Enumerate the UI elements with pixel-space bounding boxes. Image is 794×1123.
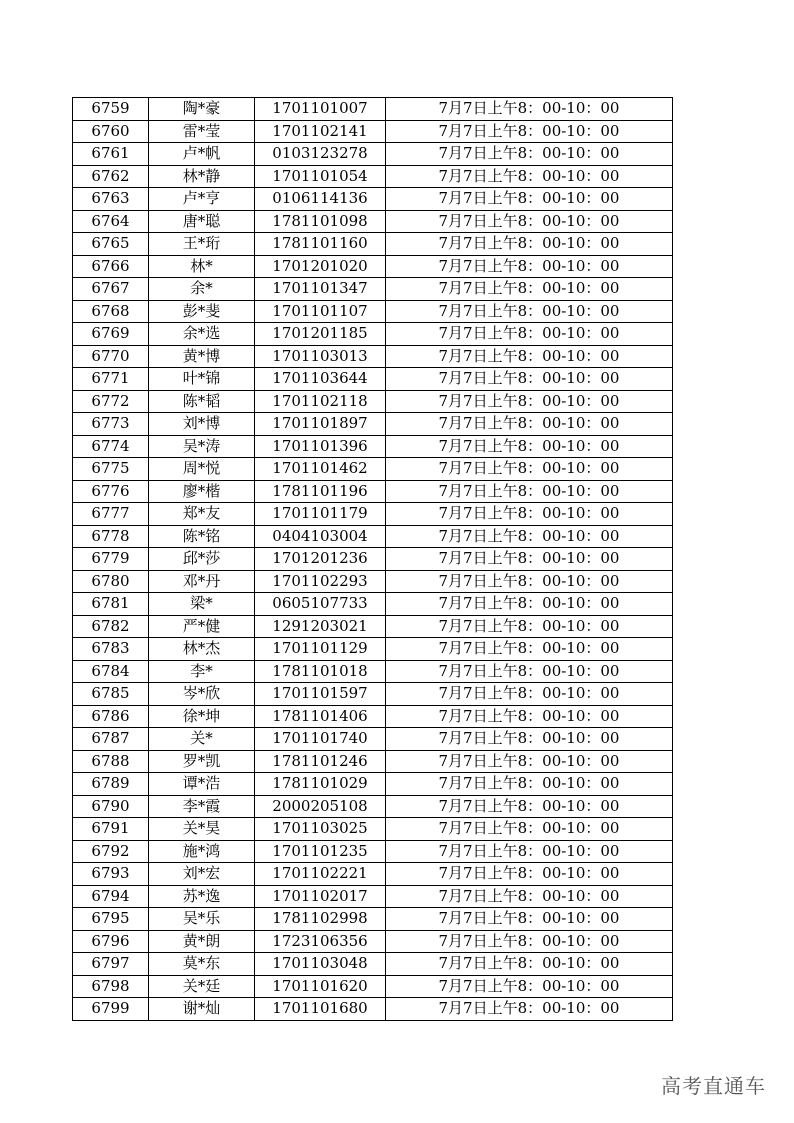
row-time: 7月7日上午8：00-10：00 bbox=[386, 210, 673, 233]
table-row bbox=[73, 705, 673, 728]
row-name: 严*健 bbox=[149, 615, 255, 638]
row-name: 梁* bbox=[149, 593, 255, 616]
row-id: 1701102118 bbox=[255, 390, 386, 413]
row-id: 0605107733 bbox=[255, 593, 386, 616]
table-row bbox=[73, 323, 673, 346]
table-row bbox=[73, 143, 673, 166]
table-row bbox=[73, 368, 673, 391]
row-name: 吴*涛 bbox=[149, 435, 255, 458]
row-time: 7月7日上午8：00-10：00 bbox=[386, 908, 673, 931]
row-number: 6769 bbox=[73, 323, 149, 346]
table-row bbox=[73, 953, 673, 976]
row-number: 6790 bbox=[73, 795, 149, 818]
row-id: 1701101007 bbox=[255, 98, 386, 121]
row-id: 1701102293 bbox=[255, 570, 386, 593]
row-time: 7月7日上午8：00-10：00 bbox=[386, 638, 673, 661]
row-id: 1701101179 bbox=[255, 503, 386, 526]
row-id: 1781101160 bbox=[255, 233, 386, 256]
row-name: 关*廷 bbox=[149, 975, 255, 998]
row-id: 0103123278 bbox=[255, 143, 386, 166]
row-time: 7月7日上午8：00-10：00 bbox=[386, 660, 673, 683]
row-id: 1701102221 bbox=[255, 863, 386, 886]
row-name: 刘*博 bbox=[149, 413, 255, 436]
row-id: 1781102998 bbox=[255, 908, 386, 931]
row-number: 6771 bbox=[73, 368, 149, 391]
row-number: 6765 bbox=[73, 233, 149, 256]
table-row bbox=[73, 233, 673, 256]
table-row bbox=[73, 570, 673, 593]
row-number: 6798 bbox=[73, 975, 149, 998]
row-name: 关*昊 bbox=[149, 818, 255, 841]
row-id: 1723106356 bbox=[255, 930, 386, 953]
row-name: 黄*博 bbox=[149, 345, 255, 368]
row-number: 6791 bbox=[73, 818, 149, 841]
row-number: 6794 bbox=[73, 885, 149, 908]
row-id: 1701103025 bbox=[255, 818, 386, 841]
row-id: 1701101620 bbox=[255, 975, 386, 998]
table-row bbox=[73, 795, 673, 818]
row-number: 6792 bbox=[73, 840, 149, 863]
row-name: 余* bbox=[149, 278, 255, 301]
row-time: 7月7日上午8：00-10：00 bbox=[386, 188, 673, 211]
row-number: 6773 bbox=[73, 413, 149, 436]
row-number: 6774 bbox=[73, 435, 149, 458]
table-row bbox=[73, 683, 673, 706]
row-id: 1701101897 bbox=[255, 413, 386, 436]
roster-body bbox=[73, 98, 673, 1021]
table-row bbox=[73, 98, 673, 121]
row-time: 7月7日上午8：00-10：00 bbox=[386, 323, 673, 346]
table-row bbox=[73, 975, 673, 998]
row-name: 谭*浩 bbox=[149, 773, 255, 796]
row-time: 7月7日上午8：00-10：00 bbox=[386, 885, 673, 908]
row-time: 7月7日上午8：00-10：00 bbox=[386, 953, 673, 976]
row-name: 施*鸿 bbox=[149, 840, 255, 863]
table-row bbox=[73, 548, 673, 571]
row-name: 李* bbox=[149, 660, 255, 683]
table-row bbox=[73, 908, 673, 931]
row-name: 李*霞 bbox=[149, 795, 255, 818]
row-name: 刘*宏 bbox=[149, 863, 255, 886]
row-number: 6787 bbox=[73, 728, 149, 751]
row-time: 7月7日上午8：00-10：00 bbox=[386, 278, 673, 301]
row-number: 6779 bbox=[73, 548, 149, 571]
row-time: 7月7日上午8：00-10：00 bbox=[386, 233, 673, 256]
row-time: 7月7日上午8：00-10：00 bbox=[386, 998, 673, 1021]
row-id: 1701101680 bbox=[255, 998, 386, 1021]
row-number: 6772 bbox=[73, 390, 149, 413]
row-number: 6793 bbox=[73, 863, 149, 886]
row-id: 1291203021 bbox=[255, 615, 386, 638]
row-number: 6782 bbox=[73, 615, 149, 638]
table-row bbox=[73, 300, 673, 323]
row-time: 7月7日上午8：00-10：00 bbox=[386, 615, 673, 638]
row-time: 7月7日上午8：00-10：00 bbox=[386, 143, 673, 166]
row-id: 0106114136 bbox=[255, 188, 386, 211]
table-row bbox=[73, 458, 673, 481]
row-id: 1701102017 bbox=[255, 885, 386, 908]
row-time: 7月7日上午8：00-10：00 bbox=[386, 413, 673, 436]
table-row bbox=[73, 480, 673, 503]
table-row bbox=[73, 210, 673, 233]
row-time: 7月7日上午8：00-10：00 bbox=[386, 773, 673, 796]
row-id: 1781101018 bbox=[255, 660, 386, 683]
row-number: 6783 bbox=[73, 638, 149, 661]
table-row bbox=[73, 165, 673, 188]
row-name: 卢*亨 bbox=[149, 188, 255, 211]
row-number: 6763 bbox=[73, 188, 149, 211]
row-time: 7月7日上午8：00-10：00 bbox=[386, 458, 673, 481]
row-number: 6789 bbox=[73, 773, 149, 796]
row-time: 7月7日上午8：00-10：00 bbox=[386, 930, 673, 953]
table-row bbox=[73, 818, 673, 841]
table-row bbox=[73, 885, 673, 908]
row-time: 7月7日上午8：00-10：00 bbox=[386, 480, 673, 503]
row-time: 7月7日上午8：00-10：00 bbox=[386, 728, 673, 751]
table-row bbox=[73, 525, 673, 548]
row-time: 7月7日上午8：00-10：00 bbox=[386, 390, 673, 413]
table-row bbox=[73, 840, 673, 863]
row-time: 7月7日上午8：00-10：00 bbox=[386, 593, 673, 616]
row-id: 1701101129 bbox=[255, 638, 386, 661]
row-number: 6762 bbox=[73, 165, 149, 188]
table-row bbox=[73, 188, 673, 211]
row-id: 1781101406 bbox=[255, 705, 386, 728]
row-number: 6785 bbox=[73, 683, 149, 706]
row-name: 叶*锦 bbox=[149, 368, 255, 391]
row-number: 6764 bbox=[73, 210, 149, 233]
row-number: 6777 bbox=[73, 503, 149, 526]
row-number: 6770 bbox=[73, 345, 149, 368]
row-id: 1701101740 bbox=[255, 728, 386, 751]
row-name: 陶*豪 bbox=[149, 98, 255, 121]
row-time: 7月7日上午8：00-10：00 bbox=[386, 795, 673, 818]
row-name: 关* bbox=[149, 728, 255, 751]
row-time: 7月7日上午8：00-10：00 bbox=[386, 98, 673, 121]
row-id: 1701101235 bbox=[255, 840, 386, 863]
row-id: 1701201236 bbox=[255, 548, 386, 571]
row-name: 林*静 bbox=[149, 165, 255, 188]
row-time: 7月7日上午8：00-10：00 bbox=[386, 435, 673, 458]
row-name: 邱*莎 bbox=[149, 548, 255, 571]
row-number: 6759 bbox=[73, 98, 149, 121]
row-time: 7月7日上午8：00-10：00 bbox=[386, 975, 673, 998]
row-name: 林* bbox=[149, 255, 255, 278]
row-number: 6776 bbox=[73, 480, 149, 503]
row-id: 1781101029 bbox=[255, 773, 386, 796]
row-number: 6775 bbox=[73, 458, 149, 481]
row-name: 罗*凯 bbox=[149, 750, 255, 773]
row-id: 1701101054 bbox=[255, 165, 386, 188]
row-number: 6784 bbox=[73, 660, 149, 683]
row-number: 6799 bbox=[73, 998, 149, 1021]
row-time: 7月7日上午8：00-10：00 bbox=[386, 368, 673, 391]
table-row bbox=[73, 255, 673, 278]
row-number: 6781 bbox=[73, 593, 149, 616]
row-id: 0404103004 bbox=[255, 525, 386, 548]
table-row bbox=[73, 863, 673, 886]
row-name: 雷*莹 bbox=[149, 120, 255, 143]
row-name: 余*选 bbox=[149, 323, 255, 346]
row-time: 7月7日上午8：00-10：00 bbox=[386, 548, 673, 571]
row-id: 2000205108 bbox=[255, 795, 386, 818]
row-number: 6760 bbox=[73, 120, 149, 143]
row-id: 1701201185 bbox=[255, 323, 386, 346]
row-id: 1701101597 bbox=[255, 683, 386, 706]
table-row bbox=[73, 503, 673, 526]
table-row bbox=[73, 750, 673, 773]
row-name: 林*杰 bbox=[149, 638, 255, 661]
row-number: 6795 bbox=[73, 908, 149, 931]
row-id: 1701101396 bbox=[255, 435, 386, 458]
row-time: 7月7日上午8：00-10：00 bbox=[386, 165, 673, 188]
row-name: 黄*朗 bbox=[149, 930, 255, 953]
row-id: 1701101462 bbox=[255, 458, 386, 481]
table-row bbox=[73, 615, 673, 638]
row-name: 陈*铭 bbox=[149, 525, 255, 548]
row-id: 1701103644 bbox=[255, 368, 386, 391]
row-id: 1701101347 bbox=[255, 278, 386, 301]
row-name: 郑*友 bbox=[149, 503, 255, 526]
table-row bbox=[73, 413, 673, 436]
table-row bbox=[73, 728, 673, 751]
row-number: 6780 bbox=[73, 570, 149, 593]
row-id: 1701103013 bbox=[255, 345, 386, 368]
table-row bbox=[73, 593, 673, 616]
table-row bbox=[73, 278, 673, 301]
table-row bbox=[73, 930, 673, 953]
row-number: 6761 bbox=[73, 143, 149, 166]
row-name: 莫*东 bbox=[149, 953, 255, 976]
row-id: 1701101107 bbox=[255, 300, 386, 323]
row-time: 7月7日上午8：00-10：00 bbox=[386, 840, 673, 863]
row-time: 7月7日上午8：00-10：00 bbox=[386, 503, 673, 526]
table-row bbox=[73, 120, 673, 143]
row-number: 6767 bbox=[73, 278, 149, 301]
row-id: 1701102141 bbox=[255, 120, 386, 143]
table-row bbox=[73, 345, 673, 368]
row-id: 1781101246 bbox=[255, 750, 386, 773]
row-time: 7月7日上午8：00-10：00 bbox=[386, 345, 673, 368]
row-name: 吴*乐 bbox=[149, 908, 255, 931]
row-number: 6786 bbox=[73, 705, 149, 728]
table-row bbox=[73, 773, 673, 796]
row-name: 彭*斐 bbox=[149, 300, 255, 323]
row-number: 6766 bbox=[73, 255, 149, 278]
row-time: 7月7日上午8：00-10：00 bbox=[386, 570, 673, 593]
row-time: 7月7日上午8：00-10：00 bbox=[386, 863, 673, 886]
row-name: 廖*楷 bbox=[149, 480, 255, 503]
row-name: 邓*丹 bbox=[149, 570, 255, 593]
row-number: 6797 bbox=[73, 953, 149, 976]
row-name: 陈*韬 bbox=[149, 390, 255, 413]
row-name: 谢*灿 bbox=[149, 998, 255, 1021]
table-row bbox=[73, 660, 673, 683]
row-id: 1701103048 bbox=[255, 953, 386, 976]
row-time: 7月7日上午8：00-10：00 bbox=[386, 255, 673, 278]
table-row bbox=[73, 998, 673, 1021]
row-time: 7月7日上午8：00-10：00 bbox=[386, 750, 673, 773]
row-time: 7月7日上午8：00-10：00 bbox=[386, 525, 673, 548]
roster-table bbox=[72, 97, 673, 1021]
row-name: 苏*逸 bbox=[149, 885, 255, 908]
table-row bbox=[73, 435, 673, 458]
row-number: 6796 bbox=[73, 930, 149, 953]
row-name: 王*珩 bbox=[149, 233, 255, 256]
row-time: 7月7日上午8：00-10：00 bbox=[386, 120, 673, 143]
row-time: 7月7日上午8：00-10：00 bbox=[386, 300, 673, 323]
row-name: 卢*帆 bbox=[149, 143, 255, 166]
row-time: 7月7日上午8：00-10：00 bbox=[386, 683, 673, 706]
row-name: 周*悦 bbox=[149, 458, 255, 481]
row-name: 岑*欣 bbox=[149, 683, 255, 706]
row-number: 6768 bbox=[73, 300, 149, 323]
row-number: 6788 bbox=[73, 750, 149, 773]
row-number: 6778 bbox=[73, 525, 149, 548]
row-time: 7月7日上午8：00-10：00 bbox=[386, 705, 673, 728]
table-row bbox=[73, 638, 673, 661]
row-id: 1781101098 bbox=[255, 210, 386, 233]
row-id: 1701201020 bbox=[255, 255, 386, 278]
row-name: 唐*聪 bbox=[149, 210, 255, 233]
row-time: 7月7日上午8：00-10：00 bbox=[386, 818, 673, 841]
table-row bbox=[73, 390, 673, 413]
watermark: 高考直通车 bbox=[661, 1074, 766, 1098]
row-id: 1781101196 bbox=[255, 480, 386, 503]
row-name: 徐*坤 bbox=[149, 705, 255, 728]
